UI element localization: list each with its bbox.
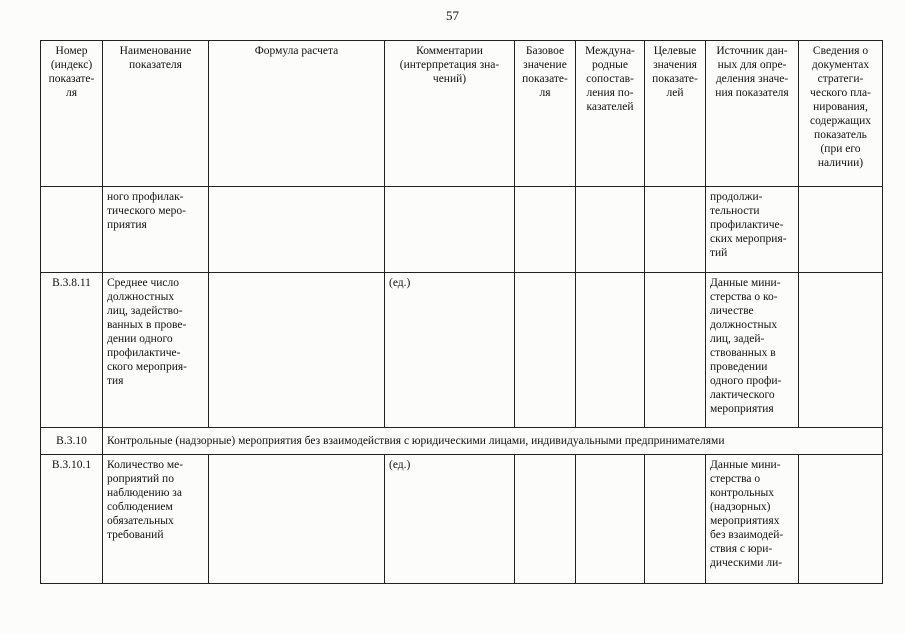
cell-comment: (ед.) xyxy=(385,455,515,584)
cell-strategic-docs xyxy=(799,187,883,273)
cell-formula xyxy=(209,187,385,273)
cell-data-source: Данные мини- стерства о ко- личестве должностных лиц, задей- ствованных в проведении одного профи- лактического мероприятия xyxy=(706,273,799,428)
section-index: В.3.10 xyxy=(41,428,103,455)
cell-index xyxy=(41,187,103,273)
cell-strategic-docs xyxy=(799,273,883,428)
cell-intl-comparison xyxy=(576,273,645,428)
cell-strategic-docs xyxy=(799,455,883,584)
cell-target-values xyxy=(645,455,706,584)
cell-name: Среднее число должностных лиц, задейство- ванных в прове- дении одного профилактиче- ского мероприя- тия xyxy=(103,273,209,428)
header-name: Наименование показателя xyxy=(103,41,209,187)
cell-comment: (ед.) xyxy=(385,273,515,428)
header-data-source: Источник дан- ных для опре- деления значе- ния показателя xyxy=(706,41,799,187)
table-row xyxy=(41,273,883,428)
cell-target-values xyxy=(645,273,706,428)
cell-target-values xyxy=(645,187,706,273)
cell-name: Количество ме- роприятий по наблюдению за соблюдением обязательных требований xyxy=(103,455,209,584)
header-strategic-docs: Сведения о документах стратеги- ческого пла- нирования, содержащих показатель (при его наличии) xyxy=(799,41,883,187)
header-comment: Комментарии (интерпретация зна- чений) xyxy=(385,41,515,187)
header-formula: Формула расчета xyxy=(209,41,385,187)
cell-base-value xyxy=(515,187,576,273)
cell-intl-comparison xyxy=(576,187,645,273)
cell-intl-comparison xyxy=(576,455,645,584)
cell-formula xyxy=(209,273,385,428)
cell-comment xyxy=(385,187,515,273)
cell-name: ного профилак- тического меро- приятия xyxy=(103,187,209,273)
table-row xyxy=(41,187,883,273)
page-number: 57 xyxy=(446,8,459,23)
cell-index: В.3.10.1 xyxy=(41,455,103,584)
section-title: Контрольные (надзорные) мероприятия без взаимодействия с юридическими лицами, индивидуальными предпринимателями xyxy=(103,428,883,455)
cell-data-source: продолжи- тельности профилактиче- ских мероприя- тий xyxy=(706,187,799,273)
header-base-value: Базовое значение показате- ля xyxy=(515,41,576,187)
indicators-table xyxy=(40,40,883,584)
cell-data-source: Данные мини- стерства о контрольных (надзорных) мероприятиях без взаимодей- ствия с юри- дическими ли- xyxy=(706,455,799,584)
table-row xyxy=(41,455,883,584)
header-index: Номер (индекс) показате- ля xyxy=(41,41,103,187)
header-intl-comparison: Междуна- родные сопостав- ления по- казателей xyxy=(576,41,645,187)
header-target-values: Целевые значения показате- лей xyxy=(645,41,706,187)
section-row xyxy=(41,428,883,455)
cell-base-value xyxy=(515,455,576,584)
header-row xyxy=(41,41,883,187)
cell-formula xyxy=(209,455,385,584)
cell-base-value xyxy=(515,273,576,428)
cell-index: В.3.8.11 xyxy=(41,273,103,428)
